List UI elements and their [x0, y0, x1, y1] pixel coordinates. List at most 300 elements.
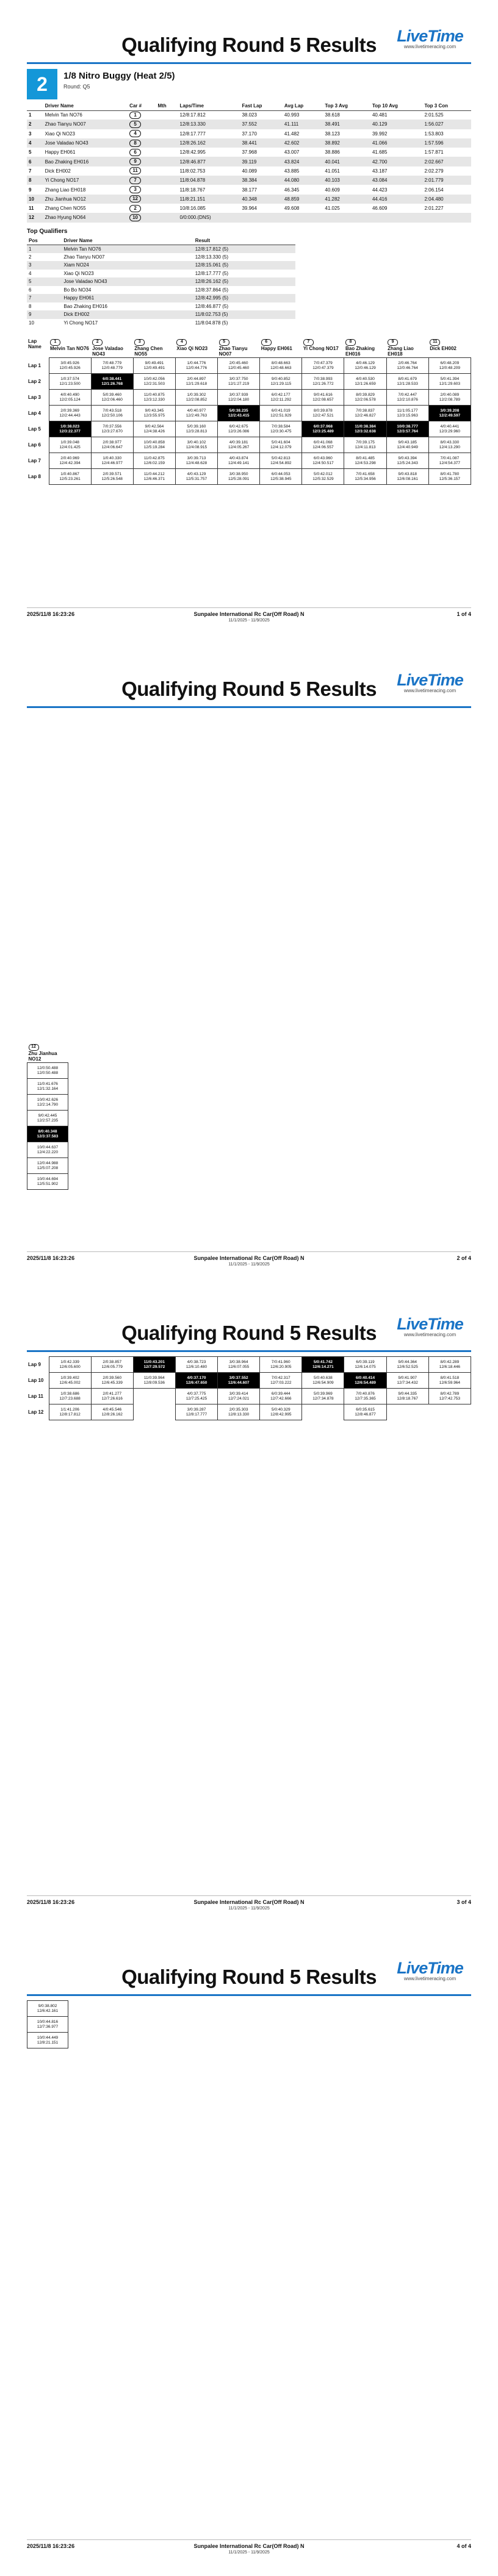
table-row [27, 319, 295, 327]
table-row [27, 294, 295, 302]
header-rule [27, 1994, 471, 1996]
report-title: Qualifying Round 5 Results [121, 1966, 377, 1988]
lap-time: 8/0:41.518 [440, 1375, 460, 1380]
total-time: 12/4:49.141 [228, 460, 250, 465]
lap-time: 9/0:44.364 [398, 1359, 417, 1364]
lap-time: 7/0:42.447 [398, 392, 417, 397]
total-time: 12/1:23.500 [59, 381, 81, 386]
event-date-range: 11/1/2025 - 11/9/2025 [228, 2550, 270, 2555]
lap-time: 2/0:38.857 [103, 1359, 122, 1364]
lap-time: 2/0:40.969 [60, 456, 79, 460]
car-number: 6 [129, 149, 141, 156]
total-time: 12/6:08.161 [397, 476, 418, 481]
lap-time-cell [386, 358, 428, 374]
table-row [27, 204, 471, 213]
total-time: 12/2:08.657 [312, 397, 334, 402]
lap-time-cell [218, 469, 260, 485]
table-cell: 41.282 [323, 195, 370, 204]
table-cell: 40.089 [242, 168, 257, 174]
page-4 [0, 1932, 498, 2576]
table-cell [128, 157, 156, 166]
lap-time-cell [27, 1079, 68, 1095]
lap-time-cell [428, 1357, 471, 1373]
car-number: 7 [129, 177, 141, 184]
driver-name: Xiao Qi NO23 [176, 346, 208, 351]
lap-time: 4/0:39.181 [229, 440, 248, 445]
lap-chart-table-continued [27, 2000, 68, 2048]
lap-time: 4/0:40.441 [440, 424, 460, 429]
table-cell: 2:02.279 [424, 168, 444, 174]
table-cell [128, 110, 156, 120]
driver-name: Jose Valadao NO43 [43, 138, 128, 148]
total-time: 12/0:45.460 [228, 365, 250, 370]
lap-time: 6/0:42.675 [229, 424, 248, 429]
lap-time: 10/0:44.449 [37, 2035, 59, 2040]
table-cell [128, 185, 156, 194]
lap-time-cell [175, 421, 217, 437]
lap-time-cell [218, 406, 260, 421]
lap-row [27, 374, 471, 390]
driver-name: Zhang Chen NO55 [134, 346, 163, 357]
lap-time: 9/0:40.852 [271, 376, 290, 381]
lap-time-cell [302, 1389, 344, 1404]
lap-time: 3/0:38.964 [229, 1359, 248, 1364]
lap-time: 9/0:42.564 [145, 424, 164, 429]
table-cell: 1:57.871 [424, 149, 444, 156]
column-header: Fast Lap [240, 102, 282, 110]
total-time: 12/8:17.812 [59, 1412, 81, 1417]
lap-time: 11/0:44.212 [143, 471, 165, 476]
print-date: 2025/11/8 16:23:26 [27, 1255, 75, 1261]
lap-time-cell [344, 1373, 386, 1389]
total-time: 12/7:34.878 [312, 1396, 334, 1401]
footer [27, 607, 471, 626]
lap-time-cell [344, 421, 386, 437]
lap-time: 3/0:39.414 [229, 1391, 248, 1396]
lap-time-cell [260, 358, 302, 374]
lap-time-cell [91, 1357, 133, 1373]
total-time: 12/8:09.536 [143, 1380, 165, 1385]
table-cell: 41.025 [325, 206, 340, 212]
driver-name: Dick EH002 [45, 168, 71, 174]
print-date: 2025/11/8 16:23:26 [27, 2543, 75, 2549]
lap-time: 4/0:37.170 [187, 1375, 206, 1380]
header-rule [27, 706, 471, 708]
lap-time-cell [91, 1373, 133, 1389]
table-row [27, 277, 295, 286]
table-cell [156, 195, 178, 204]
event-date-range: 11/1/2025 - 11/9/2025 [228, 1906, 270, 1911]
total-time: 12/3:55.975 [143, 413, 165, 418]
lap-time: 9/0:43.394 [398, 456, 417, 460]
lap-time-cell [218, 1373, 260, 1389]
lap-time-cell [27, 1111, 68, 1126]
car-number: 9 [388, 339, 398, 346]
lap-time: 3/0:39.208 [440, 408, 460, 413]
table-cell [128, 213, 156, 222]
lap-label: Lap 8 [28, 474, 41, 479]
total-time: 12/6:45.339 [101, 1380, 123, 1385]
lap-time: 4/0:46.129 [356, 360, 375, 365]
table-row [27, 270, 295, 278]
table-row [27, 310, 295, 319]
total-time: 12/1:29.618 [186, 381, 208, 386]
total-time: 12/0:48.209 [439, 365, 461, 370]
table-cell: 11/8:21.151 [178, 195, 240, 204]
driver-column-header [302, 338, 344, 358]
table-row [27, 138, 471, 148]
table-cell [370, 213, 423, 222]
total-time: 12/2:08.852 [186, 397, 208, 402]
table-cell: 7 [29, 168, 32, 174]
table-cell [128, 148, 156, 157]
table-row [27, 213, 471, 222]
total-time: 12/6:10.480 [186, 1364, 208, 1369]
lap-time: 9/0:42.445 [38, 1113, 57, 1118]
lap-time-cell [428, 374, 471, 390]
car-number: 2 [92, 339, 103, 346]
total-time: 12/5:36.157 [439, 476, 461, 481]
lap-row [27, 1158, 68, 1174]
lap-time-cell [175, 358, 217, 374]
car-number: 7 [303, 339, 314, 346]
report-title: Qualifying Round 5 Results [121, 678, 377, 700]
lap-time-cell [91, 374, 133, 390]
table-cell [156, 204, 178, 213]
table-cell: 11 [29, 206, 34, 212]
driver-column-header [428, 338, 471, 358]
column-header: Driver Name [62, 237, 193, 245]
lap-label: Lap 12 [28, 1409, 44, 1415]
lap-time: 5/0:40.329 [271, 1407, 290, 1412]
driver-name: Bao Zhaking EH016 [43, 157, 128, 166]
table-cell: 40.993 [284, 112, 300, 118]
empty-cell [428, 1404, 471, 1420]
total-time: 12/7:34.432 [397, 1380, 418, 1385]
table-cell: 1:53.803 [424, 131, 444, 137]
total-time: 12/6:54.909 [312, 1380, 334, 1385]
lap-time-cell [428, 358, 471, 374]
lap-time: 6/0:48.209 [440, 360, 460, 365]
lap-time-cell [260, 1373, 302, 1389]
total-time: 12/8:42.995 [270, 1412, 292, 1417]
lap-time: 1/0:39.402 [60, 1375, 79, 1380]
total-time: 12/3:25.489 [312, 429, 334, 434]
lap-time: 7/0:38.837 [356, 408, 375, 413]
lap-time-cell [175, 469, 217, 485]
lap-row [27, 1079, 68, 1095]
total-time: 12/8:18.767 [397, 1396, 418, 1401]
lap-time-cell [218, 390, 260, 406]
total-time: 12/7:23.688 [59, 1396, 81, 1401]
table-cell: 5 [29, 149, 32, 156]
page-2 [0, 644, 498, 1288]
total-time: 12/7:29.572 [143, 1364, 165, 1369]
lap-label: Lap 11 [28, 1394, 43, 1399]
lap-time: 2/0:41.277 [103, 1391, 122, 1396]
lap-time-cell [386, 421, 428, 437]
table-cell: 12/8:46.877 [178, 157, 240, 166]
car-number: 3 [129, 186, 141, 193]
lap-time-cell [218, 1389, 260, 1404]
table-cell [156, 166, 178, 176]
table-cell: 39.964 [242, 206, 257, 212]
total-time: 12/6:14.075 [355, 1364, 376, 1369]
total-time: 12/2:08.789 [439, 397, 461, 402]
table-cell: 38.023 [242, 112, 257, 118]
table-cell [156, 138, 178, 148]
total-time: 12/2:47.521 [312, 413, 334, 418]
total-time: 12/1:32.164 [37, 1086, 59, 1091]
lap-time: 6/0:39.444 [271, 1391, 290, 1396]
total-time: 12/3:15.963 [397, 413, 418, 418]
lap-time-cell [49, 1404, 91, 1420]
total-time: 12/4:54.892 [270, 460, 292, 465]
lap-time: 8/0:43.330 [440, 440, 460, 445]
lap-time: 8/0:41.780 [440, 471, 460, 476]
car-number: 1 [129, 112, 141, 119]
table-cell: 12 [27, 213, 43, 222]
lap-time-cell [27, 1174, 68, 1190]
total-time: 12/2:50.106 [101, 413, 123, 418]
lap-row [27, 1404, 471, 1420]
lap-time: 10/0:38.777 [397, 424, 419, 429]
event-date-range: 11/1/2025 - 11/9/2025 [228, 618, 270, 623]
lap-time-cell [218, 1404, 260, 1420]
total-time: 12/2:05.124 [59, 397, 81, 402]
page-number: 1 of 4 [457, 611, 471, 617]
lap-time: 5/0:39.460 [103, 392, 122, 397]
total-time: 12/0:47.379 [312, 365, 334, 370]
table-cell: 5 [27, 277, 62, 286]
total-time: 12/4:38.426 [143, 429, 165, 434]
empty-cell [133, 1404, 175, 1420]
total-time: 12/4:12.079 [270, 445, 292, 449]
lap-time: 5/0:41.604 [271, 440, 290, 445]
heat-title: 1/8 Nitro Buggy (Heat 2/5) [63, 71, 175, 81]
lap-time: 10/0:40.858 [143, 440, 165, 445]
event-name: Sunpalee International Rc Car(Off Road) N [193, 1899, 305, 1905]
lap-time: 11/0:41.676 [37, 1081, 58, 1086]
car-number: 11 [129, 167, 141, 174]
lap-time-cell [260, 453, 302, 469]
column-header: Driver Name [43, 102, 128, 110]
total-time: 12/4:50.517 [312, 460, 334, 465]
lap-time: 7/0:38.584 [271, 424, 290, 429]
total-time: 12/6:45.002 [59, 1380, 81, 1385]
lap-time: 8/0:39.829 [356, 392, 375, 397]
table-cell: 10/8:16.085 [179, 206, 206, 212]
car-number: 4 [176, 339, 187, 346]
table-cell: Melvin Tan NO76 [62, 245, 193, 253]
livetime-logo [389, 1959, 471, 1981]
total-time: 12/4:48.628 [186, 460, 208, 465]
lap-time-cell [428, 421, 471, 437]
lap-time-cell [218, 453, 260, 469]
total-time: 12/3:37.583 [37, 1134, 59, 1139]
driver-column-header [91, 338, 133, 358]
table-cell: 41.051 [325, 168, 340, 174]
logo-url: www.livetimeracing.com [403, 688, 457, 693]
table-row [27, 195, 471, 204]
lap-time: 3/0:38.950 [229, 471, 248, 476]
total-time: 12/2:49.763 [186, 413, 208, 418]
lap-time: 3/0:37.552 [229, 1375, 248, 1380]
total-time: 12/3:29.960 [439, 429, 461, 434]
total-time: 12/7:24.021 [228, 1396, 250, 1401]
total-time: 12/5:31.757 [186, 476, 208, 481]
total-time: 12/1:26.768 [101, 381, 123, 386]
lap-row [27, 453, 471, 469]
total-time: 12/7:26.616 [101, 1396, 123, 1401]
lap-time: 4/0:40.530 [356, 376, 375, 381]
total-time: 12/2:06.460 [101, 397, 123, 402]
total-time: 12/2:57.235 [37, 1118, 59, 1123]
table-cell: 2:01.525 [424, 112, 444, 118]
lap-time: 1/0:38.023 [60, 424, 80, 429]
footer [27, 1251, 471, 1270]
lap-time-cell [302, 453, 344, 469]
lap-time-cell [49, 453, 91, 469]
table-row [27, 261, 295, 270]
lap-time-cell [260, 390, 302, 406]
page-3 [0, 1288, 498, 1932]
table-cell [240, 213, 282, 222]
lap-time-cell [49, 1357, 91, 1373]
table-cell: 38.177 [242, 187, 257, 193]
driver-column-header [27, 1043, 68, 1063]
car-number: 12 [29, 1044, 39, 1051]
lap-time-cell [175, 374, 217, 390]
lap-time-cell [175, 1357, 217, 1373]
lap-row [27, 2017, 68, 2033]
table-cell [283, 213, 323, 222]
lap-time-cell [344, 469, 386, 485]
lap-time-cell [428, 437, 471, 453]
lap-time: 10/0:44.816 [37, 2019, 59, 2024]
lap-time-cell [175, 1404, 217, 1420]
table-cell: 4 [29, 270, 32, 276]
table-cell: 10 [27, 195, 43, 204]
total-time: 12/2:14.790 [37, 1102, 59, 1107]
driver-name: Xiao Qi NO23 [45, 131, 75, 137]
event-name: Sunpalee International Rc Car(Off Road) N [193, 1255, 305, 1261]
lap-time-cell [344, 390, 386, 406]
table-cell [128, 138, 156, 148]
table-cell: 12/8:17.777 (5) [195, 270, 228, 276]
total-time: 12/6:44.607 [228, 1380, 250, 1385]
lap-time: 3/0:39.287 [187, 1407, 206, 1412]
total-time: 12/4:13.290 [439, 445, 461, 449]
total-time: 12/6:05.600 [59, 1364, 81, 1369]
lap-row [27, 1373, 471, 1389]
lap-time-cell [260, 421, 302, 437]
table-cell [156, 129, 178, 138]
table-cell: 38.441 [240, 138, 282, 148]
table-cell: 49.608 [284, 206, 300, 212]
total-time: 12/0:45.926 [59, 365, 81, 370]
table-cell: 43.007 [284, 149, 300, 156]
lap-time: 6/0:37.968 [313, 424, 333, 429]
driver-name: Zhu Jianhua NO12 [43, 195, 128, 204]
total-time: 12/4:53.298 [355, 460, 376, 465]
table-cell: 2:01.779 [422, 176, 471, 185]
lap-row [27, 1357, 471, 1373]
car-number: 8 [129, 140, 141, 147]
lap-time: 3/0:40.102 [187, 440, 206, 445]
table-cell: 40.103 [323, 176, 370, 185]
table-cell: Bo Bo NO34 [63, 287, 92, 293]
table-cell: 2 [29, 254, 32, 260]
lap-time-cell [133, 437, 175, 453]
lap-time-cell [91, 390, 133, 406]
total-time: 12/4:46.977 [101, 460, 123, 465]
table-cell: 8 [29, 303, 32, 309]
lap-time-cell [428, 1389, 471, 1404]
total-time: 12/6:52.525 [397, 1364, 418, 1369]
lap-row [27, 1126, 68, 1142]
lap-time-cell [218, 421, 260, 437]
table-cell: 37.968 [242, 149, 257, 156]
lap-time: 7/0:40.876 [356, 1391, 375, 1396]
table-cell: 38.892 [323, 138, 370, 148]
total-time: 12/2:46.827 [355, 413, 376, 418]
lap-time-cell [49, 437, 91, 453]
table-cell: 40.609 [325, 187, 340, 193]
heat-number-badge: 2 [27, 69, 57, 99]
page-number: 2 of 4 [457, 1255, 471, 1261]
column-header: Laps/Time [178, 102, 240, 110]
logo-url: www.livetimeracing.com [403, 1332, 457, 1337]
lap-time: 8/0:40.348 [38, 1129, 57, 1134]
empty-cell [133, 1389, 175, 1404]
total-time: 12/2:31.503 [143, 381, 165, 386]
lap-row [27, 1142, 68, 1158]
lap-time-cell [302, 358, 344, 374]
empty-cell [302, 1404, 344, 1420]
column-header: Avg Lap [283, 102, 323, 110]
lap-time-cell [27, 1095, 68, 1111]
lap-time: 11/0:40.875 [143, 392, 165, 397]
lap-time-cell [260, 406, 302, 421]
total-time: 12/2:43.415 [228, 413, 250, 418]
lap-time: 7/0:39.175 [356, 440, 375, 445]
total-time: 12/5:28.091 [228, 476, 250, 481]
table-cell: 38.123 [325, 131, 340, 137]
table-cell: 41.111 [283, 120, 323, 129]
lap-time: 12/0:50.488 [37, 1065, 59, 1070]
total-time: 12/0:46.129 [355, 365, 376, 370]
total-time: 12/0:46.764 [397, 365, 418, 370]
lap-time-cell [133, 358, 175, 374]
car-number: 3 [134, 339, 145, 346]
driver-column-header [344, 338, 386, 358]
car-number: 2 [129, 205, 141, 212]
lap-time: 5/0:41.742 [313, 1359, 333, 1364]
logo-url: www.livetimeracing.com [403, 1976, 457, 1981]
table-cell: 46.345 [284, 187, 300, 193]
table-cell: 9 [27, 310, 62, 319]
lap-time: 2/0:39.560 [103, 1375, 122, 1380]
lap-label: Lap 10 [28, 1378, 44, 1383]
lap-time: 9/0:49.491 [145, 360, 164, 365]
total-time: 12/2:51.929 [270, 413, 292, 418]
table-cell: 2 [27, 120, 43, 129]
lap-time: 1/1:41.206 [60, 1407, 79, 1412]
lap-time: 8/0:42.789 [440, 1391, 460, 1396]
table-cell: 11/8:02.753 (5) [193, 310, 295, 319]
lap-time-cell [260, 437, 302, 453]
